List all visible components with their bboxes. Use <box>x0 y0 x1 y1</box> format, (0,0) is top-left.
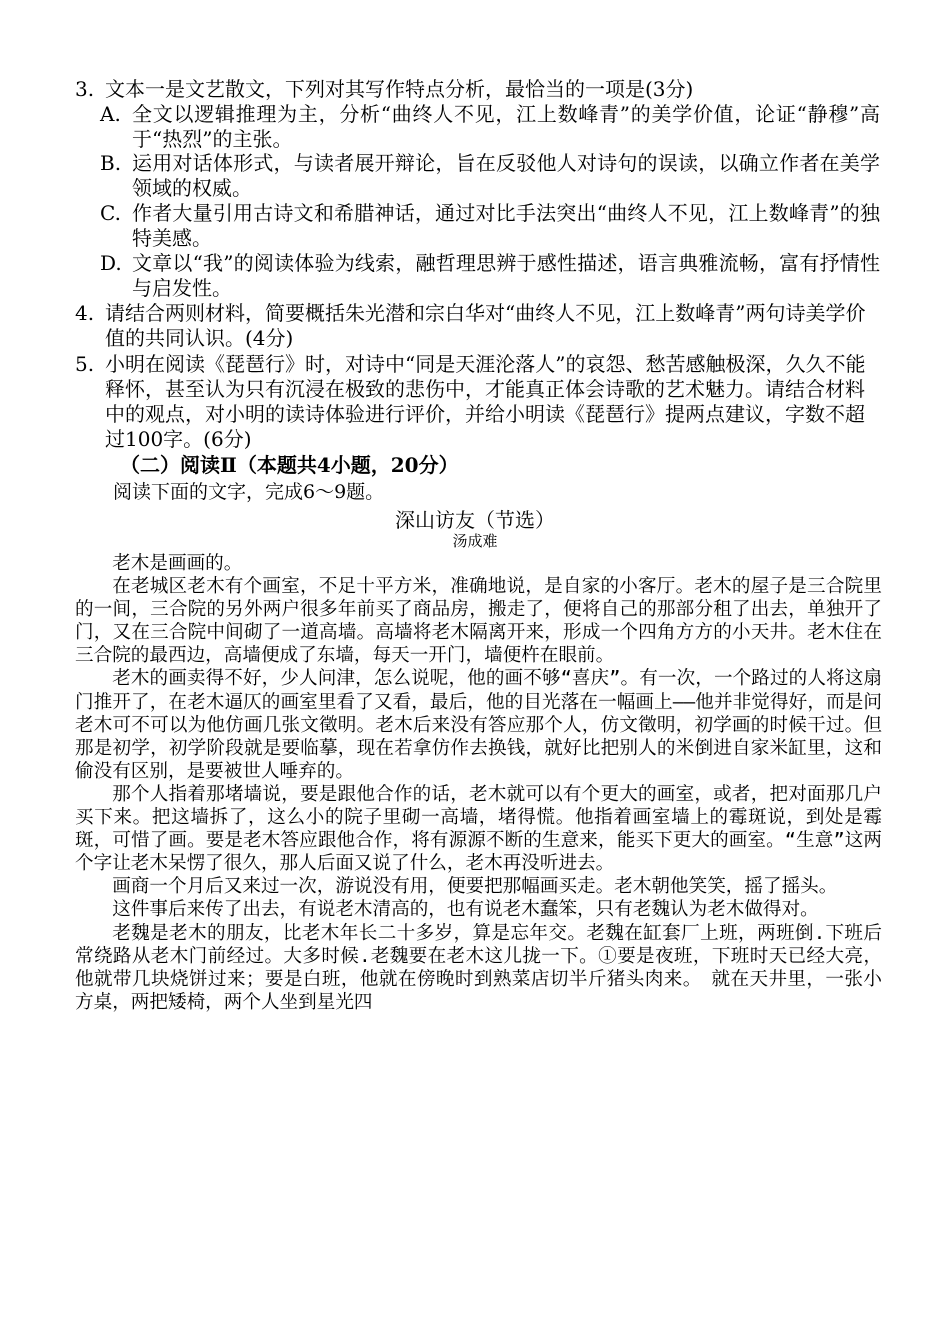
option-d <box>100 251 880 301</box>
question-text: 小明在阅读《琵琶行》时，对诗中“同是天涯沦落人”的哀怨、愁苦感触极深，久久不能释怀，甚至认为只有沉浸在极致的悲伤中，才能真正体会诗歌的艺术魅力。请结合材料中的观点，对小明的读诗体验进行评价，并给小明读《琵琶行》提两点建议，字数不超过100字。(6分) <box>105 352 866 451</box>
article-paragraph: 这件事后来传了出去，有说老木清高的，也有说老木蠢笨，只有老魏认为老木做得对。 <box>112 899 819 921</box>
section-heading: （二）阅读Ⅱ（本题共4小题，20分） <box>120 453 459 477</box>
article-paragraph: 画商一个月后又来过一次，游说没有用，便要把那幅画买走。老木朝他笑笑，摇了摇头。 <box>112 876 838 898</box>
article-author: 汤成难 <box>452 532 498 550</box>
question-number: 5. <box>75 352 95 376</box>
article-paragraph: 老木的画卖得不好，少人问津，怎么说呢，他的画不够“喜庆”。有一次，一个路过的人将这扇门推开了，在老木逼仄的画室里看了又看，最后，他的目光落在一幅画上——他并非觉得好，而是问老木可不可以为他仿画几张文徵明。老木后来没有答应那个人，仿文徵明，初学画的时候干过。但那是初学，初学阶段就是要临摹，现在若拿仿作去换钱，就好比把别人的米倒进自家米缸里，这和偷没有区别，是要被世人唾弃的。 <box>75 668 882 782</box>
question-text: 文本一是文艺散文，下列对其写作特点分析，最恰当的一项是(3分) <box>105 77 694 101</box>
article-paragraph: 老木是画画的。 <box>112 553 243 574</box>
section-instruction: 阅读下面的文字，完成6～9题。 <box>113 481 385 503</box>
question-3 <box>75 77 880 102</box>
option-a <box>100 102 880 152</box>
option-b <box>100 151 880 201</box>
article-body <box>75 552 882 1014</box>
option-label: B. <box>100 151 122 175</box>
option-c <box>100 201 880 251</box>
option-text: 作者大量引用古诗文和希腊神话，通过对比手法突出“曲终人不见，江上数峰青”的独特美感。 <box>132 201 880 250</box>
article-paragraph: 在老城区老木有个画室，不足十平方米，准确地说，是自家的小客厅。老木的屋子是三合院里的一间，三合院的另外两户很多年前买了商品房，搬走了，便将自己的那部分租了出去，单独开了门，又在三合院中间砌了一道高墙。高墙将老木隔离开来，形成一个四角方方的小天井。老木住在三合院的最西边，高墙便成了东墙，每天一开门，墙便杵在眼前。 <box>75 576 882 667</box>
option-text: 运用对话体形式，与读者展开辩论，旨在反驳他人对诗句的误读，以确立作者在美学领域的权威。 <box>132 151 880 200</box>
option-text: 全文以逻辑推理为主，分析“曲终人不见，江上数峰青”的美学价值，论证“静穆”高于“热烈”的主张。 <box>132 102 880 151</box>
option-label: C. <box>100 201 121 225</box>
question-5 <box>75 352 880 452</box>
article-paragraph: 老魏是老木的朋友，比老木年长二十多岁，算是忘年交。老魏在缸套厂上班，两班倒.下班后常绕路从老木门前经过。大多时候.老魏要在老木这儿拢一下。①要是夜班，下班时天已经大亮，他就带几块烧饼过来；要是白班，他就在傍晚时到熟菜店切半斤猪头肉来。 就在天井里，一张小方桌，两把矮椅，两个人坐到星光四 <box>75 922 882 1013</box>
question-number: 3. <box>75 77 95 101</box>
question-text: 请结合两则材料，简要概括朱光潜和宗白华对“曲终人不见，江上数峰青”两句诗美学价值的共同认识。(4分) <box>105 301 866 350</box>
question-4 <box>75 301 880 351</box>
option-label: D. <box>100 251 122 275</box>
option-text: 文章以“我”的阅读体验为线索，融哲理思辨于感性描述，语言典雅流畅，富有抒情性与启发性。 <box>132 251 880 300</box>
option-label: A. <box>100 102 121 126</box>
article-paragraph: 那个人指着那堵墙说，要是跟他合作的话，老木就可以有个更大的画室，或者，把对面那几户买下来。把这墙拆了，这么小的院子里砌一高墙，堵得慌。他指着画室墙上的霉斑说，到处是霉斑，可惜了画。要是老木答应跟他合作，将有源源不断的生意来，能买下更大的画室。“生意”这两个字让老木呆愣了很久，那人后面又说了什么，老木再没听进去。 <box>75 783 883 875</box>
article-title: 深山访友（节选） <box>395 508 555 532</box>
question-number: 4. <box>75 301 95 325</box>
